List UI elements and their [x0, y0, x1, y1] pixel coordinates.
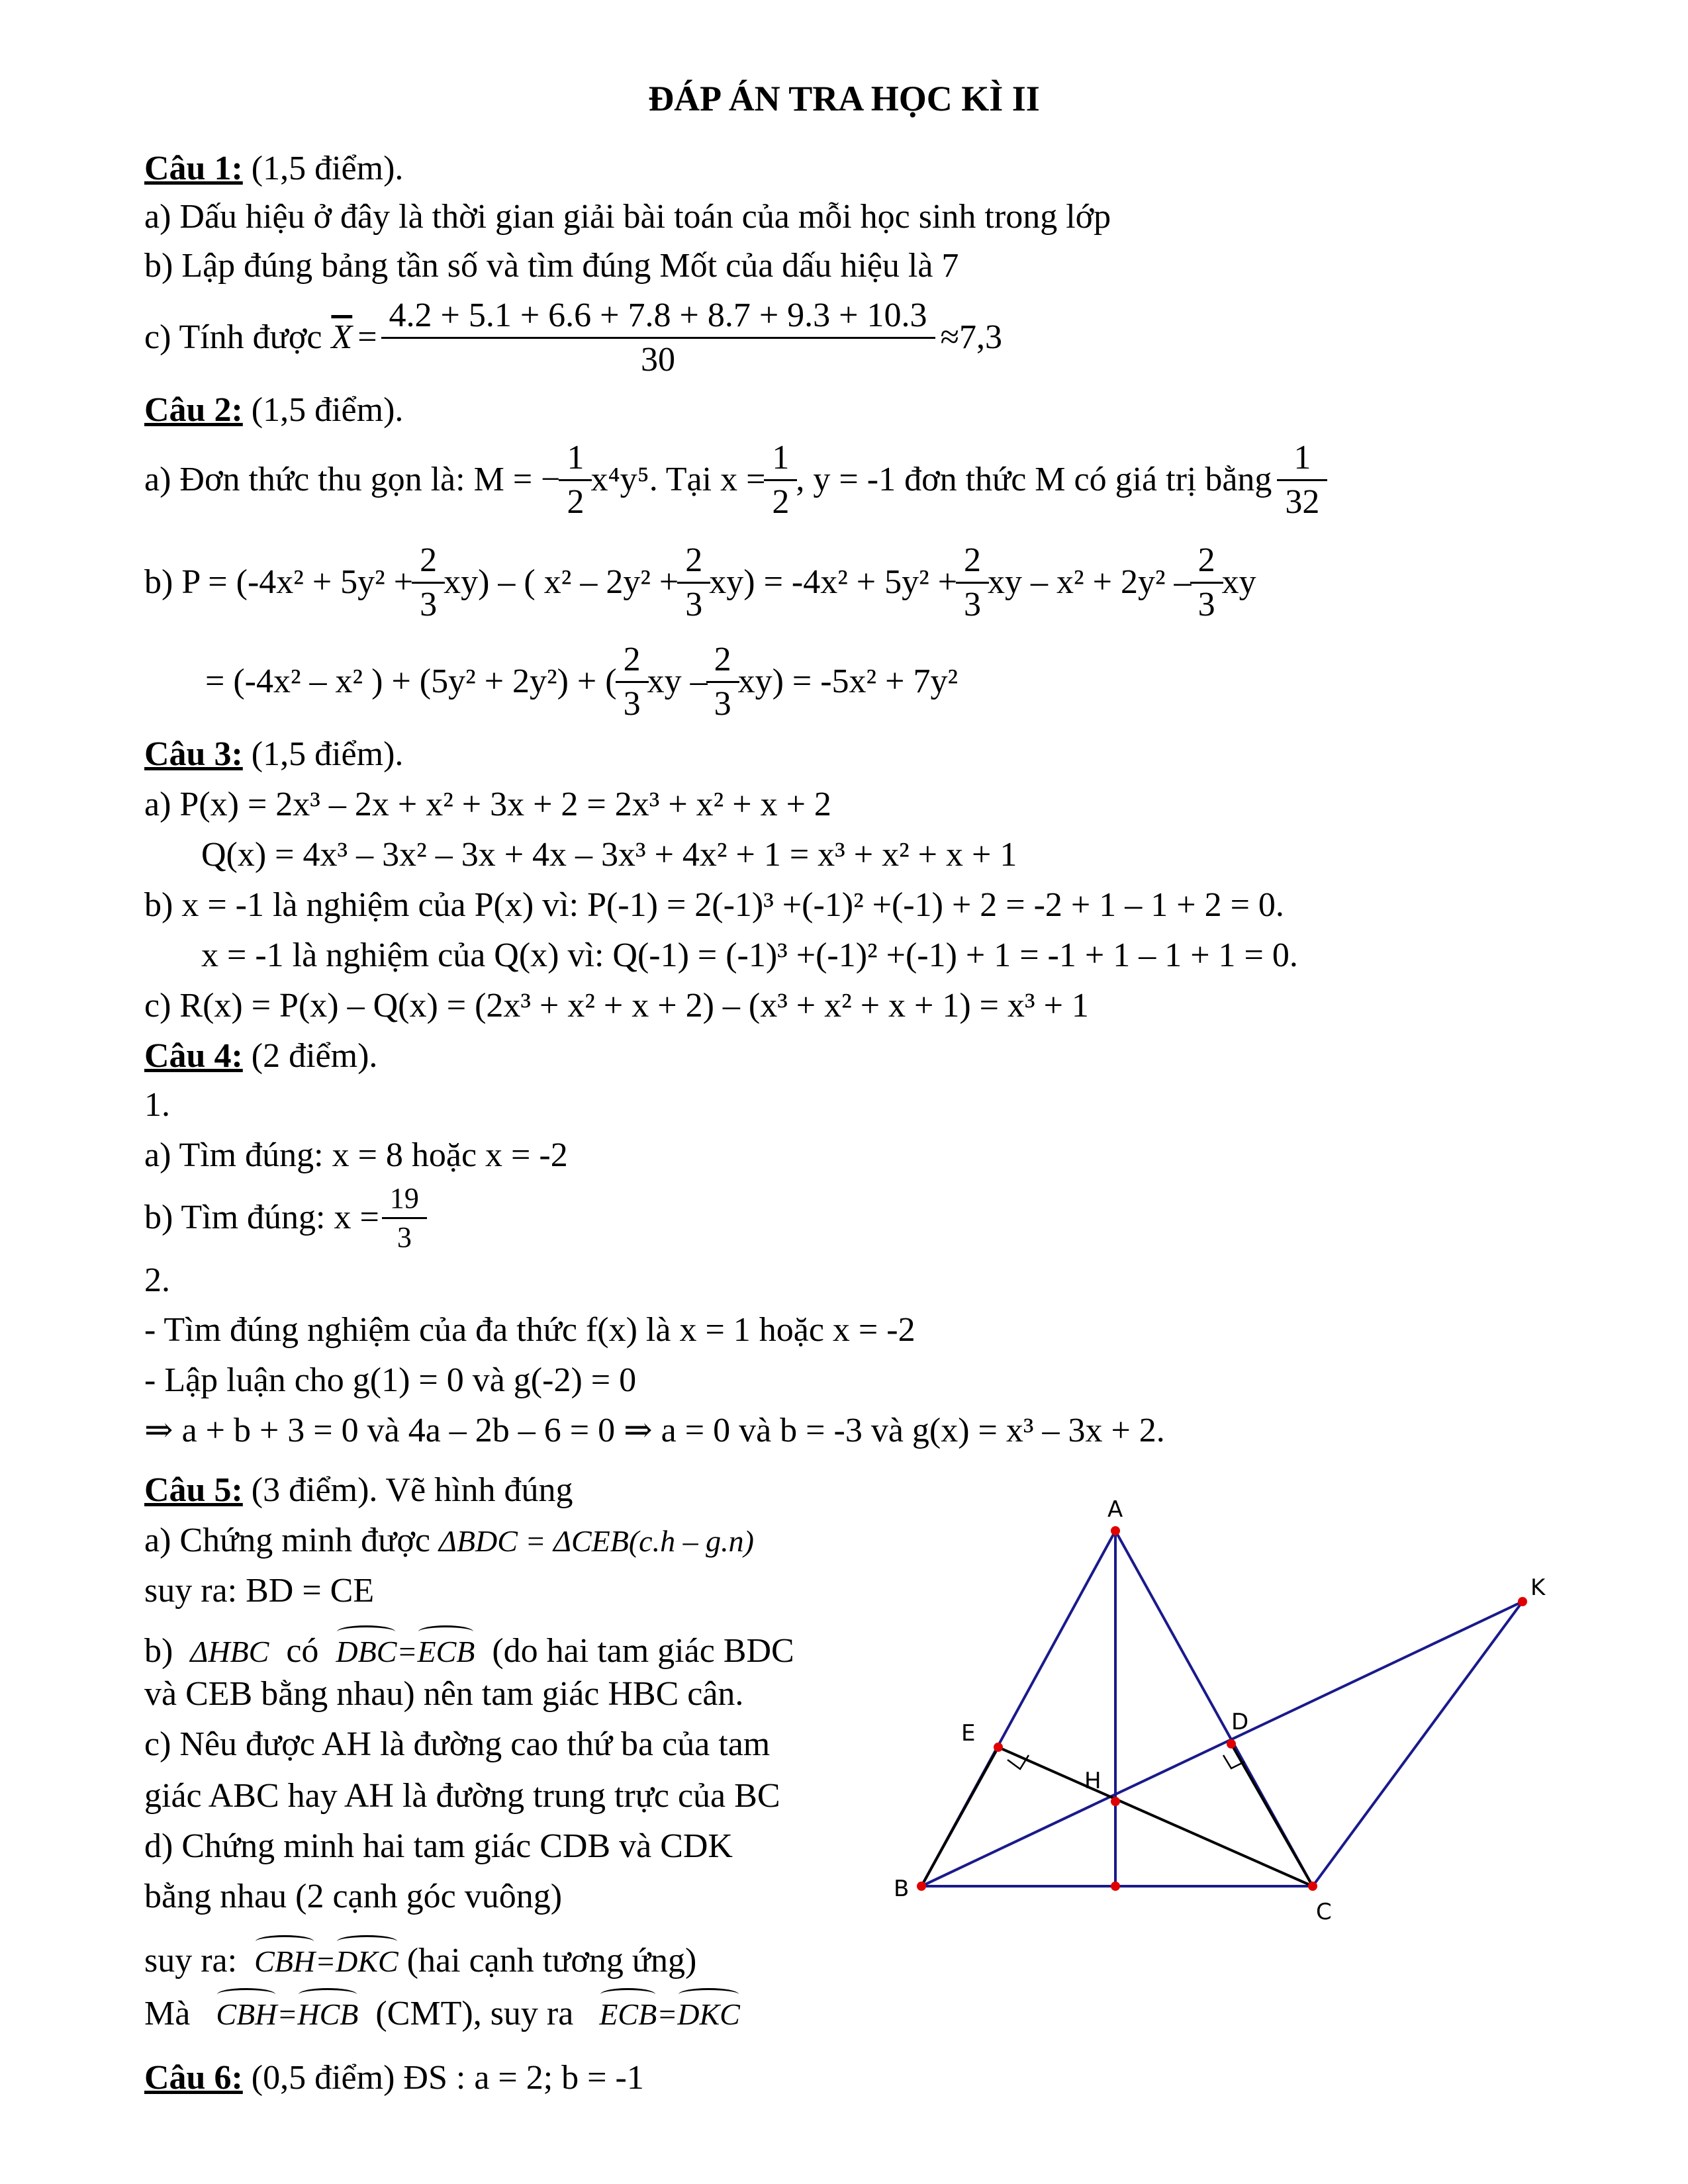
segment-bk [921, 1602, 1523, 1886]
geometry-figure [887, 1496, 1582, 1946]
label-h: H [1084, 1768, 1102, 1794]
cau2-a: a) Đơn thức thu gọn là: M = − $\frac{1}{2}$ x⁴y⁵ . Tại x = $\frac{1}{2}$ , y = -1 đơn thức M có giá trị bằng $\frac{1}{32}$ [144, 437, 1326, 523]
segment-ce [998, 1747, 1313, 1886]
cau4-b: b) Tìm đúng: x = $\frac{19}{3}$ [144, 1175, 426, 1261]
cau4-n1: 1. [144, 1086, 170, 1124]
cau4-l2: - Lập luận cho g(1) = 0 và g(-2) = 0 [144, 1361, 637, 1399]
cau4-l1: - Tìm đúng nghiệm của đa thức f(x) là x = 1 hoặc x = -2 [144, 1311, 915, 1349]
mean-fraction: $\frac{4.2 + 5.1 + 6.6 + 7.8 + 8.7 + 9.3 + 10.3}{30}$ [385, 298, 931, 377]
cau5-a2: suy ra: BD = CE [144, 1572, 375, 1610]
point-m [1111, 1882, 1120, 1891]
point-k [1518, 1597, 1527, 1606]
cau4-heading: Câu 4: (2 điểm). [144, 1037, 378, 1075]
cau2-b: b) P = (-4x² + 5y² + $\frac{2}{3}$ xy) – ( x² – 2y² + $\frac{2}{3}$ xy) = -4x² + 5y² + $\frac{2}{3}$ xy – x² + 2y² – $\frac{2}{3}$ xy [144, 541, 1256, 623]
cau5-d4: Mà CBH=HCB (CMT), suy ra ECB=DKC [144, 1985, 740, 2034]
cau1-a: a) Dấu hiệu ở đây là thời gian giải bài toán của mỗi học sinh trong lớp [144, 198, 1111, 236]
cau5-heading: Câu 5: (3 điểm). Vẽ hình đúng [144, 1471, 573, 1509]
point-d [1227, 1739, 1236, 1749]
label-d: D [1231, 1709, 1249, 1735]
cau3-l2: Q(x) = 4x³ – 3x² – 3x + 4x – 3x³ + 4x² + 1 = x³ + x² + x + 1 [201, 836, 1017, 874]
cau3-l4: x = -1 là nghiệm của Q(x) vì: Q(-1) = (-1)³ +(-1)² +(-1) + 1 = -1 + 1 – 1 + 1 = 0. [201, 936, 1298, 974]
cau1-heading: Câu 1: (1,5 điểm). [144, 150, 404, 187]
point-h [1111, 1797, 1120, 1806]
label-k: K [1530, 1574, 1546, 1601]
segment-ck [1313, 1602, 1523, 1886]
cau4-l3: ⇒ a + b + 3 = 0 và 4a – 2b – 6 = 0 ⇒ a = 0 và b = -3 và g(x) = x³ – 3x + 2. [144, 1412, 1165, 1449]
cau3-l3: b) x = -1 là nghiệm của P(x) vì: P(-1) = 2(-1)³ +(-1)² +(-1) + 2 = -2 + 1 – 1 + 2 = 0. [144, 886, 1284, 924]
point-b [917, 1882, 926, 1891]
label-e: E [961, 1720, 976, 1747]
point-c [1308, 1882, 1317, 1891]
cau5-b: b) ΔHBC có DBC=ECB (do hai tam giác BDC [144, 1623, 794, 1672]
cau5-d3: suy ra: CBH=DKC (hai cạnh tương ứng) [144, 1933, 696, 1981]
cau5-d1: d) Chứng minh hai tam giác CDB và CDK [144, 1827, 733, 1865]
cau5-b2: và CEB bằng nhau) nên tam giác HBC cân. [144, 1675, 744, 1713]
cau3-heading: Câu 3: (1,5 điểm). [144, 735, 404, 773]
cau5-c2: giác ABC hay AH là đường trung trực của BC [144, 1777, 780, 1815]
cau4-n2: 2. [144, 1261, 170, 1299]
point-a [1111, 1526, 1120, 1535]
label-c: C [1316, 1899, 1332, 1925]
segment-dc [1231, 1744, 1313, 1886]
segment-ec [921, 1747, 998, 1886]
page-title: ĐÁP ÁN TRA HỌC KÌ II [648, 79, 1040, 118]
cau4-a: a) Tìm đúng: x = 8 hoặc x = -2 [144, 1136, 568, 1174]
point-e [994, 1743, 1003, 1752]
cau2-b-cont: = (-4x² – x² ) + (5y² + 2y²) + ( $\frac{2}{3}$ xy – $\frac{2}{3}$ xy) = -5x² + 7y² [205, 640, 959, 723]
cau2-heading: Câu 2: (1,5 điểm). [144, 391, 404, 429]
cau6-line: Câu 6: (0,5 điểm) ĐS : a = 2; b = -1 [144, 2059, 644, 2097]
cau3-l1: a) P(x) = 2x³ – 2x + x² + 3x + 2 = 2x³ + x² + x + 2 [144, 786, 831, 823]
cau1-b: b) Lập đúng bảng tần số và tìm đúng Mốt của dấu hiệu là 7 [144, 247, 959, 285]
cau1-c: c) Tính được $\overline{X}$ = $\frac{4.2 + 5.1 + 6.6 + 7.8 + 8.7 + 9.3 + 10.3}{30}$ ≈7,3 [144, 296, 1003, 379]
cau5-c1: c) Nêu được AH là đường cao thứ ba của tam [144, 1725, 771, 1763]
label-a: A [1107, 1496, 1123, 1523]
label-b: B [894, 1876, 910, 1902]
cau5-a: a) Chứng minh được ΔBDC = ΔCEB(c.h – g.n) [144, 1522, 754, 1559]
cau5-d2: bằng nhau (2 cạnh góc vuông) [144, 1878, 563, 1915]
cau3-l5: c) R(x) = P(x) – Q(x) = (2x³ + x² + x + 2) – (x³ + x² + x + 1) = x³ + 1 [144, 987, 1089, 1024]
